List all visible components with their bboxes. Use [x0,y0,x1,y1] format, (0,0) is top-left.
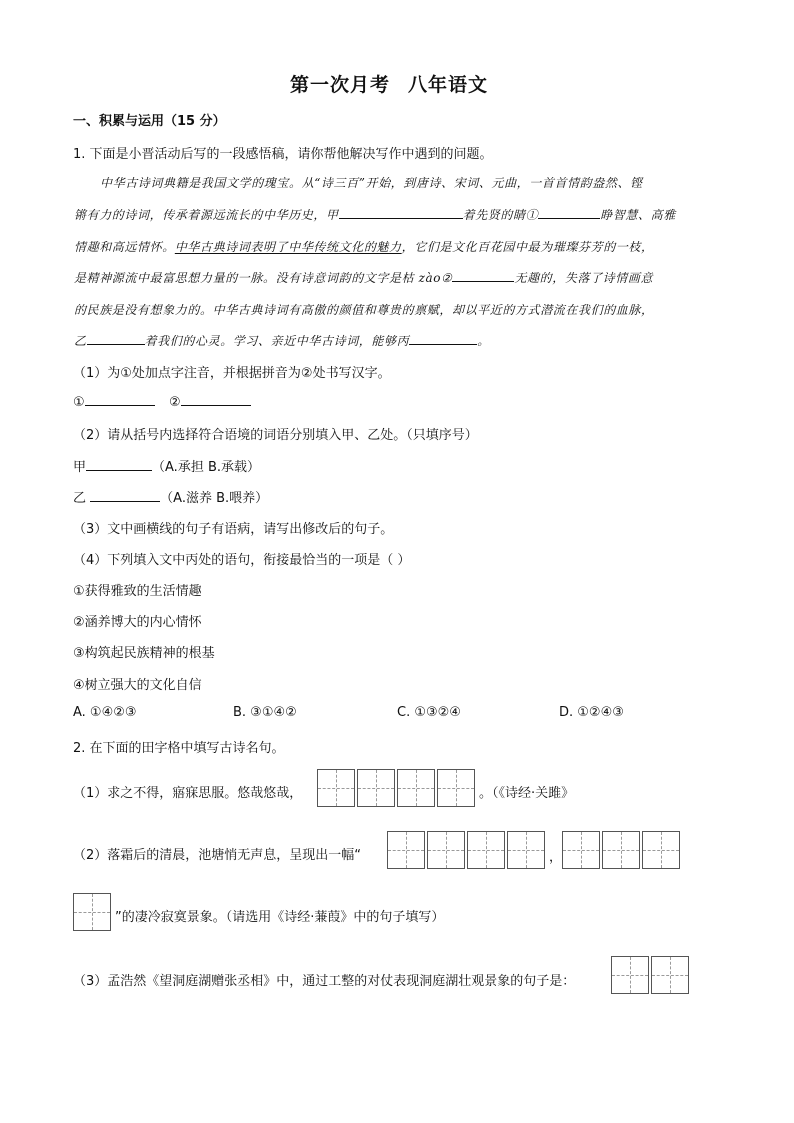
jia-label: 甲 [73,460,87,475]
choice-a[interactable]: A. ①④②③ [73,705,137,720]
passage-text: 乙 [74,334,87,348]
jia-options: （A.承担 B.承载） [152,460,260,475]
option-item-1: ①获得雅致的生活情趣 [73,584,202,599]
passage-line-6 [74,332,490,349]
blank-2[interactable] [452,269,514,282]
tianzige-cell[interactable] [317,769,355,807]
sub-question-3: （3）文中画横线的句子有语病，请写出修改后的句子。 [73,522,394,537]
sub-question-2: （2）请从括号内选择符合语境的词语分别填入甲、乙处。（只填序号） [73,428,478,443]
underlined-sentence: 中华古典诗词表明了中华传统文化的魅力 [174,240,402,254]
q2-line-3-text: （3）孟浩然《望洞庭湖赠张丞相》中，通过工整的对仗表现洞庭湖壮观景象的句子是： [73,974,576,989]
passage-line-1: 中华古诗词典籍是我国文学的瑰宝。从“诗三百”开始，到唐诗、宋词、元曲，一首首情韵盎然、铿 [100,176,643,190]
q2-line-1-text: （1）求之不得，寤寐思服。悠哉悠哉， [73,786,303,801]
answer-blank-2[interactable] [181,393,251,406]
q2-line-2-comma: ， [549,850,563,865]
passage-text: 着我们的心灵。学习、亲近中华古诗词，能够丙 [144,334,410,348]
tianzige-grid-3 [611,956,691,994]
tianzige-grid-2a [387,831,547,869]
sub-question-1: （1）为①处加点字注音，并根据拼音为②处书写汉字。 [73,366,391,381]
tianzige-cell[interactable] [387,831,425,869]
blank-1[interactable] [538,206,600,219]
tianzige-grid-2c [73,893,113,931]
tianzige-cell[interactable] [611,956,649,994]
tianzige-cell[interactable] [397,769,435,807]
answer-blank-yi[interactable] [90,489,160,502]
title-exam: 第一次月考 [290,74,391,96]
q2-line-1-source: 。（《诗经·关雎》 [479,786,575,801]
passage-text: 无趣的，失落了诗情画意 [514,271,654,285]
tianzige-cell[interactable] [507,831,545,869]
blank-yi[interactable] [87,332,145,345]
marker-1: ① [73,395,85,410]
title-subject: 八年语文 [408,74,489,96]
answer-yi [73,487,268,506]
passage-text: 着先贤的睛① [462,208,539,222]
passage-text: ，它们是文化百花园中最为璀璨芬芳的一枝， [401,240,654,254]
passage-text: 。 [477,334,490,348]
option-item-3: ③构筑起民族精神的根基 [73,646,215,661]
passage-text: 睁智慧、高雅 [600,208,676,222]
tianzige-grid-1 [317,769,477,807]
option-item-2: ②涵养博大的内心情怀 [73,615,202,630]
choice-c[interactable]: C. ①③②④ [397,705,461,720]
yi-options: （A.滋养 B.喂养） [160,491,269,506]
tianzige-cell[interactable] [427,831,465,869]
passage-line-3 [74,238,654,255]
answer-jia [73,456,260,475]
page-title [290,70,488,97]
answer-line-1 [73,393,251,410]
sub-question-4: （4）下列填入文中丙处的语句，衔接最恰当的一项是（ ） [73,553,411,568]
q2-line-2-text: （2）落霜后的清晨，池塘悄无声息，呈现出一幅“ [73,848,362,863]
blank-jia[interactable] [339,206,463,219]
passage-text: 情趣和高远情怀。 [74,240,175,254]
choice-b[interactable]: B. ③①④② [233,705,297,720]
tianzige-cell[interactable] [437,769,475,807]
option-item-4: ④树立强大的文化自信 [73,678,202,693]
passage-text: 锵有力的诗词，传承着源远流长的中华历史，甲 [74,208,339,222]
question-1-stem: 1. 下面是小晋活动后写的一段感悟稿，请你帮他解决写作中遇到的问题。 [73,147,493,162]
tianzige-cell[interactable] [73,893,111,931]
yi-label: 乙 [73,491,87,506]
tianzige-grid-2b [562,831,682,869]
tianzige-cell[interactable] [562,831,600,869]
answer-blank-1[interactable] [85,393,155,406]
tianzige-cell[interactable] [642,831,680,869]
tianzige-cell[interactable] [467,831,505,869]
passage-line-4 [74,269,653,286]
question-2-stem: 2. 在下面的田字格中填写古诗名句。 [73,741,285,756]
tianzige-cell[interactable] [357,769,395,807]
passage-line-2 [74,206,676,223]
tianzige-cell[interactable] [602,831,640,869]
choice-d[interactable]: D. ①②④③ [559,705,624,720]
section-heading: 一、积累与运用（15 分） [73,114,226,129]
q2-line-2-source: ”的凄冷寂寞景象。（请选用《诗经·蒹葭》中的句子填写） [115,910,445,925]
blank-bing[interactable] [409,332,477,345]
tianzige-cell[interactable] [651,956,689,994]
marker-2: ② [168,395,181,410]
answer-blank-jia[interactable] [86,458,152,471]
passage-line-5: 的民族是没有想象力的。中华古典诗词有高傲的颜值和尊贵的禀赋，却以平近的方式潜流在我们的血脉， [74,303,654,317]
passage-text: 是精神源流中最富思想力量的一脉。没有诗意词韵的文字是枯 zào② [74,271,453,285]
